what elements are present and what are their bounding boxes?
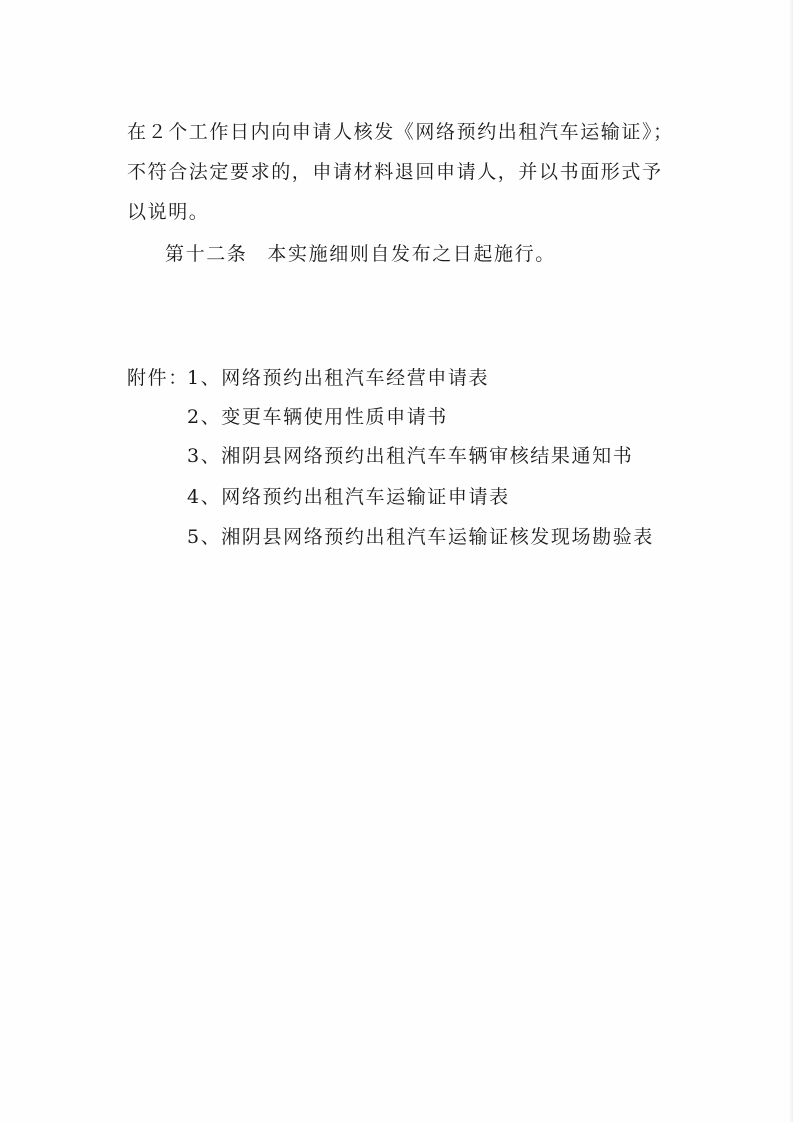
article-12 (165, 241, 556, 267)
paragraph-line-1: 在２个工作日内向申请人核发《网络预约出租汽车运输证》； (127, 121, 674, 143)
paragraph-line-2: 不符合法定要求的，申请材料退回申请人，并以书面形式予 (127, 161, 663, 183)
attachment-item-5: 5、湘阴县网络预约出租汽车运输证核发现场勘验表 (187, 526, 654, 548)
article-12-title: 第十二条 (165, 243, 248, 265)
attachment-item-4: 4、网络预约出租汽车运输证申请表 (187, 486, 510, 508)
attachment-item-1: 1、网络预约出租汽车经营申请表 (187, 367, 490, 389)
attachment-item-2: 2、变更车辆使用性质申请书 (187, 406, 448, 428)
article-12-text: 本实施细则自发布之日起施行。 (267, 243, 556, 265)
attachment-item-3: 3、湘阴县网络预约出租汽车车辆审核结果通知书 (187, 445, 634, 467)
attachments-label: 附件： (127, 367, 189, 389)
paragraph-line-3: 以说明。 (127, 201, 210, 223)
page-edge-shadow (789, 0, 793, 1122)
